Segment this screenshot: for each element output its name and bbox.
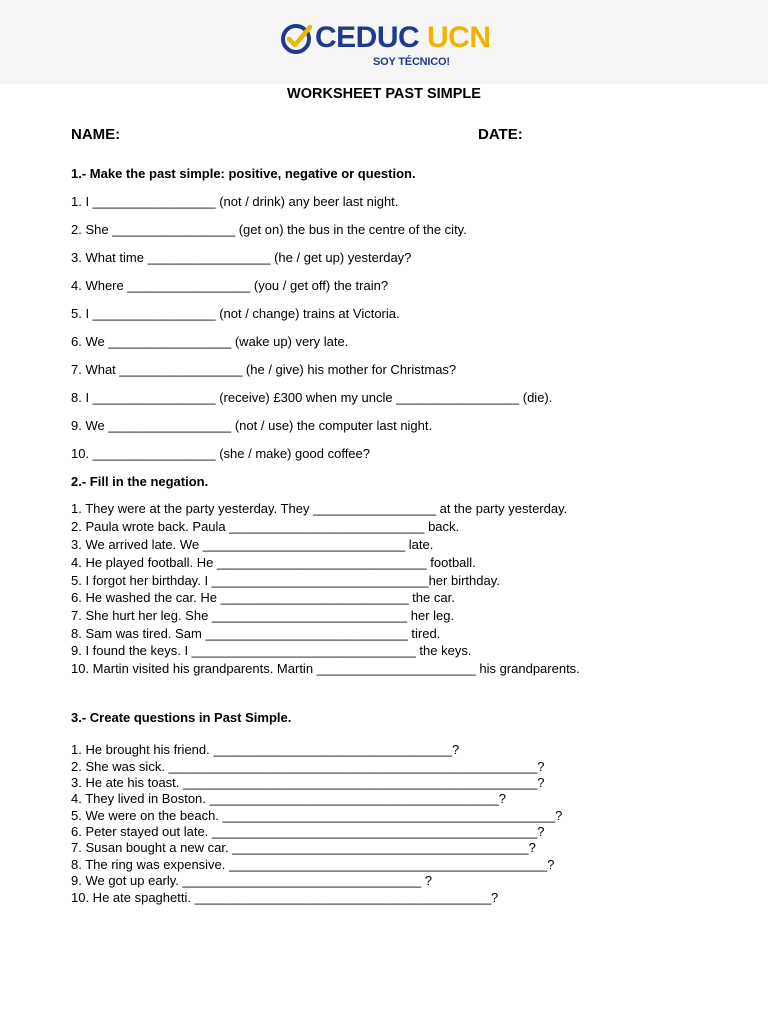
logo-ucn-text: UCN [427, 21, 491, 54]
section1-item: 10. _________________ (she / make) good coffee? [71, 446, 370, 461]
section1-item: 1. I _________________ (not / drink) any beer last night. [71, 194, 399, 209]
section3-item: 4. They lived in Boston. ________________________________________? [71, 791, 506, 806]
section2-item: 8. Sam was tired. Sam ____________________________ tired. [71, 626, 441, 641]
section3-item: 9. We got up early. _________________________________ ? [71, 873, 432, 888]
section1-item: 9. We _________________ (not / use) the computer last night. [71, 418, 433, 433]
section3-item: 3. He ate his toast. _________________________________________________? [71, 775, 545, 790]
logo-ceduc-text: CEDUC [315, 21, 420, 54]
section3-item: 10. He ate spaghetti. _________________________________________? [71, 890, 499, 905]
section1-item: 3. What time _________________ (he / get up) yesterday? [71, 250, 412, 265]
section2-item: 4. He played football. He _____________________________ football. [71, 555, 476, 570]
section1-item: 7. What _________________ (he / give) his mother for Christmas? [71, 362, 457, 377]
section2-item: 3. We arrived late. We ____________________________ late. [71, 537, 434, 552]
name-label: NAME: [71, 126, 121, 143]
section3-item: 2. She was sick. ___________________________________________________? [71, 759, 545, 774]
section3-item: 5. We were on the beach. ______________________________________________? [71, 808, 563, 823]
section3-item: 1. He brought his friend. _________________________________? [71, 742, 460, 757]
section3-item: 7. Susan bought a new car. _________________________________________? [71, 840, 536, 855]
section2-item: 1. They were at the party yesterday. They _________________ at the party yesterday. [71, 501, 568, 516]
section1-item: 2. She _________________ (get on) the bus in the centre of the city. [71, 222, 467, 237]
section2-item: 2. Paula wrote back. Paula ___________________________ back. [71, 519, 460, 534]
logo-tagline: SOY TÉCNICO! [373, 56, 450, 68]
section1-item: 4. Where _________________ (you / get off) the train? [71, 278, 389, 293]
section3-item: 8. The ring was expensive. ____________________________________________? [71, 857, 555, 872]
section2-item: 6. He washed the car. He __________________________ the car. [71, 590, 455, 605]
section1-item: 6. We _________________ (wake up) very late. [71, 334, 349, 349]
checkmark-logo-icon [280, 23, 312, 55]
section2-item: 7. She hurt her leg. She ___________________________ her leg. [71, 608, 455, 623]
worksheet-title: WORKSHEET PAST SIMPLE [287, 86, 481, 102]
section2-heading: 2.- Fill in the negation. [71, 474, 209, 489]
section1-item: 5. I _________________ (not / change) trains at Victoria. [71, 306, 400, 321]
section2-item: 9. I found the keys. I _______________________________ the keys. [71, 643, 472, 658]
section2-item: 5. I forgot her birthday. I ______________________________her birthday. [71, 573, 500, 588]
section1-heading: 1.- Make the past simple: positive, negative or question. [71, 166, 416, 181]
section2-item: 10. Martin visited his grandparents. Martin ______________________ his grandparents. [71, 661, 580, 676]
section3-item: 6. Peter stayed out late. _____________________________________________? [71, 824, 545, 839]
section3-heading: 3.- Create questions in Past Simple. [71, 710, 292, 725]
section1-item: 8. I _________________ (receive) £300 when my uncle _________________ (die). [71, 390, 553, 405]
logo-wordmark [315, 20, 491, 56]
ceduc-ucn-logo [280, 20, 490, 74]
date-label: DATE: [478, 126, 523, 143]
